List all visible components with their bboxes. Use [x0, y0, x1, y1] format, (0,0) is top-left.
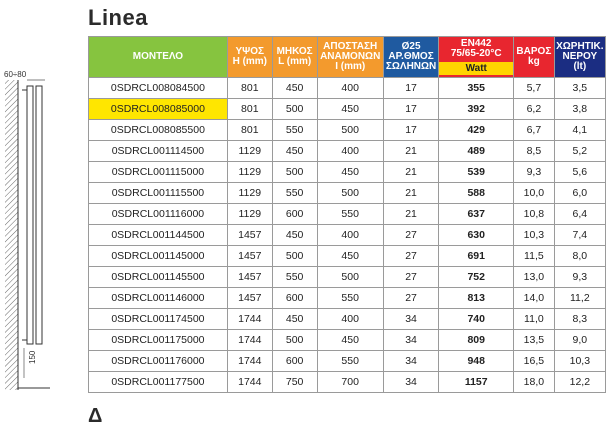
height-cell: 1457 [227, 225, 272, 246]
water-cell: 3,8 [554, 99, 605, 120]
table-row [89, 225, 606, 246]
header-height: ΥΨΟΣ H (mm) [227, 37, 272, 78]
model-cell: 0SDRCL001174500 [89, 309, 228, 330]
weight-cell: 13,0 [514, 267, 555, 288]
model-cell: 0SDRCL001145000 [89, 246, 228, 267]
output-cell: 355 [439, 78, 514, 99]
height-cell: 1457 [227, 246, 272, 267]
pipes-cell: 27 [383, 225, 439, 246]
weight-cell: 10,0 [514, 183, 555, 204]
table-row [89, 351, 606, 372]
length-cell: 450 [272, 78, 317, 99]
height-cell: 801 [227, 120, 272, 141]
height-cell: 1744 [227, 309, 272, 330]
centers-cell: 500 [317, 183, 383, 204]
model-cell: 0SDRCL001115000 [89, 162, 228, 183]
table-row [89, 372, 606, 393]
header-pipe-count: Ø25 ΑΡ.ΘΜΟΣ ΣΩΛΗΝΩΝ [383, 37, 439, 78]
water-cell: 3,5 [554, 78, 605, 99]
pipes-cell: 34 [383, 372, 439, 393]
centers-cell: 700 [317, 372, 383, 393]
length-cell: 600 [272, 204, 317, 225]
table-row [89, 246, 606, 267]
length-cell: 450 [272, 309, 317, 330]
output-cell: 752 [439, 267, 514, 288]
header-model: ΜΟΝΤΕΛΟ [89, 37, 228, 78]
output-cell: 630 [439, 225, 514, 246]
model-cell: 0SDRCL001114500 [89, 141, 228, 162]
pipes-cell: 21 [383, 204, 439, 225]
table-row [89, 330, 606, 351]
table-row [89, 267, 606, 288]
table-row [89, 309, 606, 330]
table-row [89, 204, 606, 225]
water-cell: 7,4 [554, 225, 605, 246]
weight-cell: 5,7 [514, 78, 555, 99]
table-row [89, 288, 606, 309]
model-cell: 0SDRCL001116000 [89, 204, 228, 225]
weight-cell: 18,0 [514, 372, 555, 393]
model-cell: 0SDRCL001176000 [89, 351, 228, 372]
weight-cell: 8,5 [514, 141, 555, 162]
height-cell: 801 [227, 99, 272, 120]
header-weight: ΒΑΡΟΣ kg [514, 37, 555, 78]
weight-cell: 11,5 [514, 246, 555, 267]
header-water-capacity: ΧΩΡΗΤΙΚ. ΝΕΡΟΥ (lt) [554, 37, 605, 78]
pipes-cell: 17 [383, 99, 439, 120]
output-cell: 813 [439, 288, 514, 309]
specifications-table [88, 36, 606, 393]
height-cell: 1744 [227, 351, 272, 372]
centers-cell: 450 [317, 330, 383, 351]
model-cell: 0SDRCL001145500 [89, 267, 228, 288]
water-cell: 8,0 [554, 246, 605, 267]
table-row [89, 78, 606, 99]
table-header-row [89, 37, 606, 78]
table-row [89, 120, 606, 141]
centers-cell: 400 [317, 141, 383, 162]
output-cell: 489 [439, 141, 514, 162]
length-cell: 750 [272, 372, 317, 393]
pipes-cell: 34 [383, 330, 439, 351]
centers-cell: 550 [317, 351, 383, 372]
length-cell: 500 [272, 246, 317, 267]
pipes-cell: 27 [383, 288, 439, 309]
next-section-title: Δ [88, 405, 103, 427]
centers-cell: 500 [317, 267, 383, 288]
weight-cell: 16,5 [514, 351, 555, 372]
centers-cell: 400 [317, 309, 383, 330]
centers-cell: 450 [317, 99, 383, 120]
output-cell: 809 [439, 330, 514, 351]
weight-cell: 11,0 [514, 309, 555, 330]
header-pipe-centers: ΑΠΟΣΤΑΣΗ ΑΝΑΜΟΝΩΝ I (mm) [317, 37, 383, 78]
water-cell: 11,2 [554, 288, 605, 309]
weight-cell: 6,7 [514, 120, 555, 141]
output-cell: 588 [439, 183, 514, 204]
model-cell: 0SDRCL008085500 [89, 120, 228, 141]
pipes-cell: 27 [383, 267, 439, 288]
pipes-cell: 34 [383, 309, 439, 330]
table-row [89, 162, 606, 183]
water-cell: 9,0 [554, 330, 605, 351]
weight-cell: 6,2 [514, 99, 555, 120]
page-title: Linea [88, 5, 148, 30]
header-length: ΜΗΚΟΣ L (mm) [272, 37, 317, 78]
height-cell: 801 [227, 78, 272, 99]
pipes-cell: 34 [383, 351, 439, 372]
model-cell: 0SDRCL008085000 [89, 99, 228, 120]
length-cell: 500 [272, 330, 317, 351]
model-cell: 0SDRCL001175000 [89, 330, 228, 351]
centers-cell: 450 [317, 162, 383, 183]
length-cell: 600 [272, 351, 317, 372]
output-cell: 429 [439, 120, 514, 141]
water-cell: 9,3 [554, 267, 605, 288]
bottom-clearance-label: 150 [28, 350, 37, 364]
length-cell: 450 [272, 141, 317, 162]
centers-cell: 550 [317, 288, 383, 309]
height-cell: 1129 [227, 162, 272, 183]
height-cell: 1457 [227, 267, 272, 288]
length-cell: 500 [272, 162, 317, 183]
length-cell: 450 [272, 225, 317, 246]
model-cell: 0SDRCL008084500 [89, 78, 228, 99]
weight-cell: 13,5 [514, 330, 555, 351]
height-cell: 1129 [227, 204, 272, 225]
centers-cell: 450 [317, 246, 383, 267]
width-dimension-label: 60÷80 [4, 70, 27, 79]
table-row [89, 141, 606, 162]
weight-cell: 10,3 [514, 225, 555, 246]
centers-cell: 400 [317, 78, 383, 99]
radiator-diagram [0, 60, 60, 390]
length-cell: 500 [272, 99, 317, 120]
output-cell: 740 [439, 309, 514, 330]
output-cell: 1157 [439, 372, 514, 393]
height-cell: 1744 [227, 372, 272, 393]
pipes-cell: 21 [383, 162, 439, 183]
water-cell: 8,3 [554, 309, 605, 330]
height-cell: 1129 [227, 183, 272, 204]
output-cell: 392 [439, 99, 514, 120]
table-row [89, 183, 606, 204]
water-cell: 6,0 [554, 183, 605, 204]
water-cell: 5,2 [554, 141, 605, 162]
output-cell: 691 [439, 246, 514, 267]
model-cell: 0SDRCL001144500 [89, 225, 228, 246]
weight-cell: 10,8 [514, 204, 555, 225]
pipes-cell: 27 [383, 246, 439, 267]
length-cell: 550 [272, 120, 317, 141]
pipes-cell: 21 [383, 141, 439, 162]
water-cell: 10,3 [554, 351, 605, 372]
centers-cell: 550 [317, 204, 383, 225]
water-cell: 5,6 [554, 162, 605, 183]
weight-cell: 9,3 [514, 162, 555, 183]
water-cell: 6,4 [554, 204, 605, 225]
length-cell: 550 [272, 267, 317, 288]
weight-cell: 14,0 [514, 288, 555, 309]
pipes-cell: 21 [383, 183, 439, 204]
pipes-cell: 17 [383, 120, 439, 141]
output-cell: 539 [439, 162, 514, 183]
length-cell: 600 [272, 288, 317, 309]
height-cell: 1457 [227, 288, 272, 309]
water-cell: 12,2 [554, 372, 605, 393]
output-cell: 637 [439, 204, 514, 225]
water-cell: 4,1 [554, 120, 605, 141]
length-cell: 550 [272, 183, 317, 204]
watt-unit-band: Watt [439, 62, 513, 75]
model-cell: 0SDRCL001177500 [89, 372, 228, 393]
table-row [89, 99, 606, 120]
pipes-cell: 17 [383, 78, 439, 99]
height-cell: 1129 [227, 141, 272, 162]
model-cell: 0SDRCL001146000 [89, 288, 228, 309]
centers-cell: 400 [317, 225, 383, 246]
centers-cell: 500 [317, 120, 383, 141]
header-heat-output: EN442 75/65-20°C Watt [439, 37, 514, 78]
height-cell: 1744 [227, 330, 272, 351]
output-cell: 948 [439, 351, 514, 372]
model-cell: 0SDRCL001115500 [89, 183, 228, 204]
